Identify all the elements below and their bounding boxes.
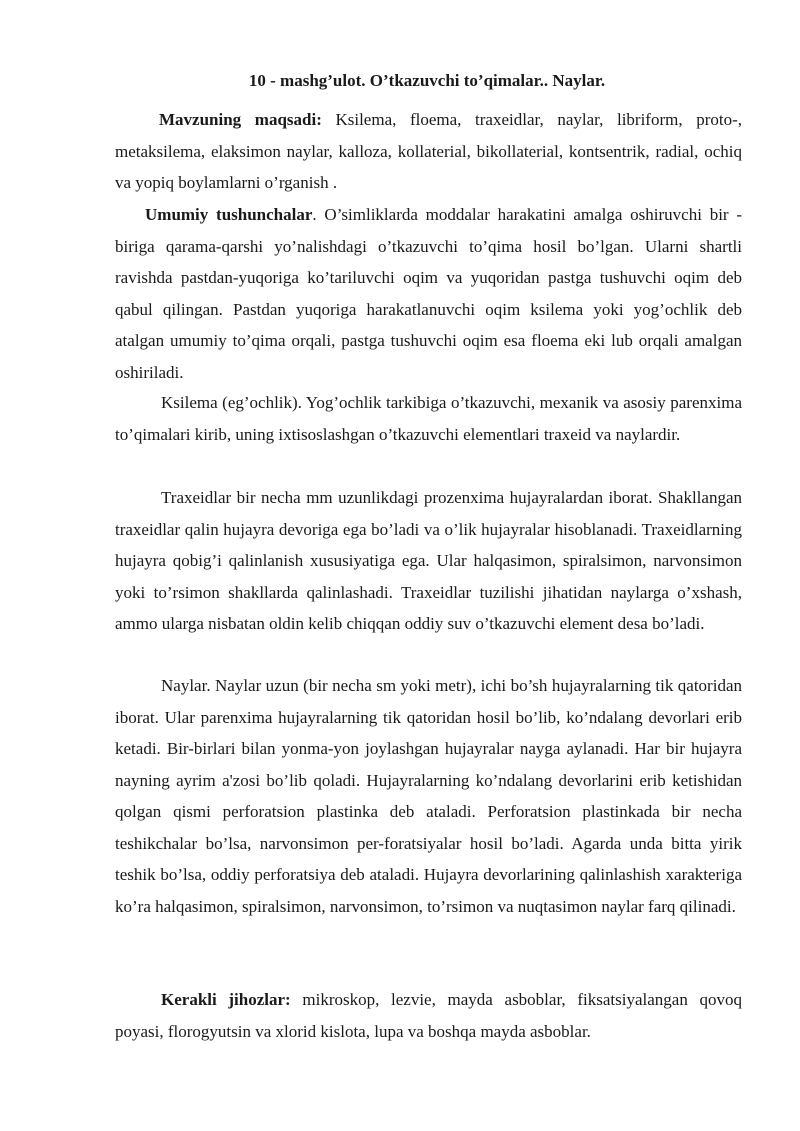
paragraph-lead: Mavzuning maqsadi: — [159, 110, 322, 129]
paragraph-equipment — [115, 984, 742, 1047]
paragraph-text: Traxeidlar bir necha mm uzunlikdagi prozenxima hujayralardan iborat. Shakllangan traxeidlar qalin hujayra devoriga ega bo’ladi va o’lik hujayralar hisoblanadi. Traxeidlarning hujayra qobig’i qalinlanish xususiyatiga ega. Ular halqasimon, spiralsimon, narvonsimon yoki to’rsimon shakllarda qalinlashadi. Traxeidlar tuzilishi jihatidan naylarga o’xshash, ammo ularga nisbatan oldin kelib chiqqan oddiy suv o’tkazuvchi element desa bo’ladi. — [115, 488, 742, 633]
paragraph-objective — [115, 104, 742, 199]
paragraph-text: . O’simliklarda moddalar harakatini amalga oshiruvchi bir - biriga qarama-qarshi yo’nalishdagi o’tkazuvchi to’qima hosil bo’lgan. Ularni shartli ravishda pastdan-yuqoriga ko’tariluvchi oqim va yuqoridan pastga tushuvchi oqim deb qabul qilingan. Pastdan yuqoriga harakatlanuvchi oqim ksilema yoki yog’ochlik deb atalgan umumiy to’qima orqali, pastga tushuvchi oqim esa floema eki lub orqali amalgan oshiriladi. — [115, 205, 743, 382]
paragraph-text: Ksilema (eg’ochlik). Yog’ochlik tarkibiga o’tkazuvchi, mexanik va asosiy parenxima to’qimalari kirib, uning ixtisoslashgan o’tkazuvchi elementlari traxeid va naylardir. — [115, 393, 742, 444]
paragraph-general-concepts — [115, 199, 742, 388]
page-title: 10 - mashg’ulot. O’tkazuvchi to’qimalar.. Naylar. — [248, 71, 606, 90]
paragraph-lead: Umumiy tushunchalar — [145, 205, 313, 224]
paragraph-text: Naylar. Naylar uzun (bir necha sm yoki metr), ichi bo’sh hujayralarning tik qatoridan iborat. Ular parenxima hujayralarning tik qatoridan hosil bo’lib, ko’ndalang devorlari erib ketadi. Bir-birlari bilan yonma-yon joylashgan hujayralar nayga aylanadi. Har bir hujayra nayning ayrim a'zosi bo’lib qoladi. Hujayralarning ko’ndalang devorlarini erib ketishidan qolgan qismi perforatsion plastinka deb ataladi. Perforatsion plastinkada bir necha teshikchalar bo’lsa, narvonsimon per-foratsiyalar hosil bo’ladi. Agarda unda bitta yirik teshik bo’lsa, oddiy perforatsiya deb ataladi. Hujayra devorlarining qalinlashish xarakteriga ko’ra halqasimon, spiralsimon, narvonsimon, to’rsimon va nuqtasimon naylar farq qilinadi. — [115, 676, 742, 916]
paragraph-tracheids — [115, 482, 742, 640]
paragraph-text: mikroskop, lezvie, mayda asboblar, fiksatsiyalangan qovoq poyasi, florogyutsin va xlorid kislota, lupa va boshqa mayda asboblar. — [115, 990, 742, 1041]
paragraph-vessels — [115, 670, 742, 922]
paragraph-lead: Kerakli jihozlar: — [161, 990, 291, 1009]
paragraph-xylem — [115, 387, 742, 450]
paragraph-text: Ksilema, floema, traxeidlar, naylar, libriform, proto-, metaksilema, elaksimon naylar, kalloza, kollaterial, bikollaterial, kontsentrik, radial, ochiq va yopiq boylamlarni o’rganish . — [115, 110, 743, 192]
